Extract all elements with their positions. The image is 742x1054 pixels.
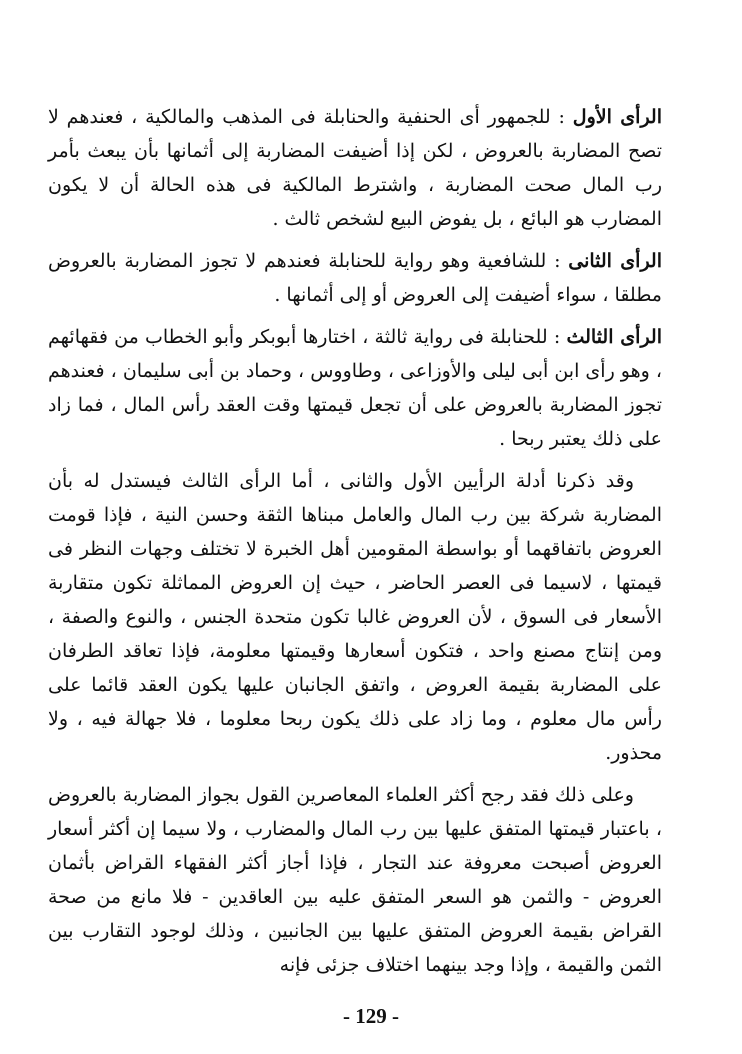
opinion-third-text: : للحنابلة فى رواية ثالثة ، اختارها أبوبكر وأبو الخطاب من فقهائهم ، وهو رأى ابن أبى ليلى والأوزاعى ، وطاووس ، وحماد بن أبى سليمان ، فعندهم تجوز المضاربة بالعروض على أن تجعل قيمتها وقت العقد رأس المال ، فما زاد على ذلك يعتبر ربحا . <box>48 326 662 450</box>
opinion-first-paragraph <box>48 100 662 236</box>
opinion-third-paragraph <box>48 320 662 456</box>
opinion-second-paragraph <box>48 244 662 312</box>
opinion-third-label: الرأى الثالث <box>566 326 662 348</box>
conclusion-paragraph: وعلى ذلك فقد رجح أكثر العلماء المعاصرين القول بجواز المضاربة بالعروض ، باعتبار قيمتها المتفق عليها بين رب المال والمضارب ، ولا سيما إن أكثر أسعار العروض أصبحت معروفة عند التجار ، فإذا أجاز أكثر الفقهاء القراض بأثمان العروض - والثمن هو السعر المتفق عليه بين العاقدين - فلا مانع من صحة القراض بقيمة العروض المتفق عليها بين الجانبين ، وذلك لوجود التقارب بين الثمن والقيمة ، وإذا وجد بينهما اختلاف جزئى فإنه <box>48 784 662 976</box>
page-body <box>48 100 662 990</box>
evidence-paragraph: وقد ذكرنا أدلة الرأيين الأول والثانى ، أما الرأى الثالث فيستدل له بأن المضاربة شركة بين رب المال والعامل مبناها الثقة وحسن النية ، فإذا قومت العروض باتفاقهما أو بواسطة المقومين أهل الخبرة لا تختلف وجهات النظر فى قيمتها ، لاسيما فى العصر الحاضر ، حيث إن العروض المماثلة تكون متقاربة الأسعار فى السوق ، لأن العروض غالبا تكون متحدة الجنس ، والنوع والصفة ، ومن إنتاج مصنع واحد ، فتكون أسعارها وقيمتها معلومة، فإذا تعاقد الطرفان على المضاربة بقيمة العروض ، واتفق الجانبان عليها يكون العقد قائما على رأس مال معلوم ، وما زاد على ذلك يكون ربحا معلوما ، فلا جهالة فيه ، ولا محذور. <box>48 470 662 764</box>
opinion-first-text: : للجمهور أى الحنفية والحنابلة فى المذهب والمالكية ، فعندهم لا تصح المضاربة بالعروض ، لكن إذا أضيفت المضاربة إلى أثمانها بأن يبعث بأمر رب المال صحت المضاربة ، واشترط المالكية فى هذه الحالة أن لا يكون المضارب هو البائع ، بل يفوض البيع لشخص ثالث . <box>48 106 662 230</box>
opinion-first-label: الرأى الأول <box>572 106 662 128</box>
page-number: - 129 - <box>343 1004 399 1028</box>
opinion-second-text: : للشافعية وهو رواية للحنابلة فعندهم لا تجوز المضاربة بالعروض مطلقا ، سواء أضيفت إلى العروض أو إلى أثمانها . <box>48 250 662 306</box>
opinion-second-label: الرأى الثانى <box>568 250 662 272</box>
